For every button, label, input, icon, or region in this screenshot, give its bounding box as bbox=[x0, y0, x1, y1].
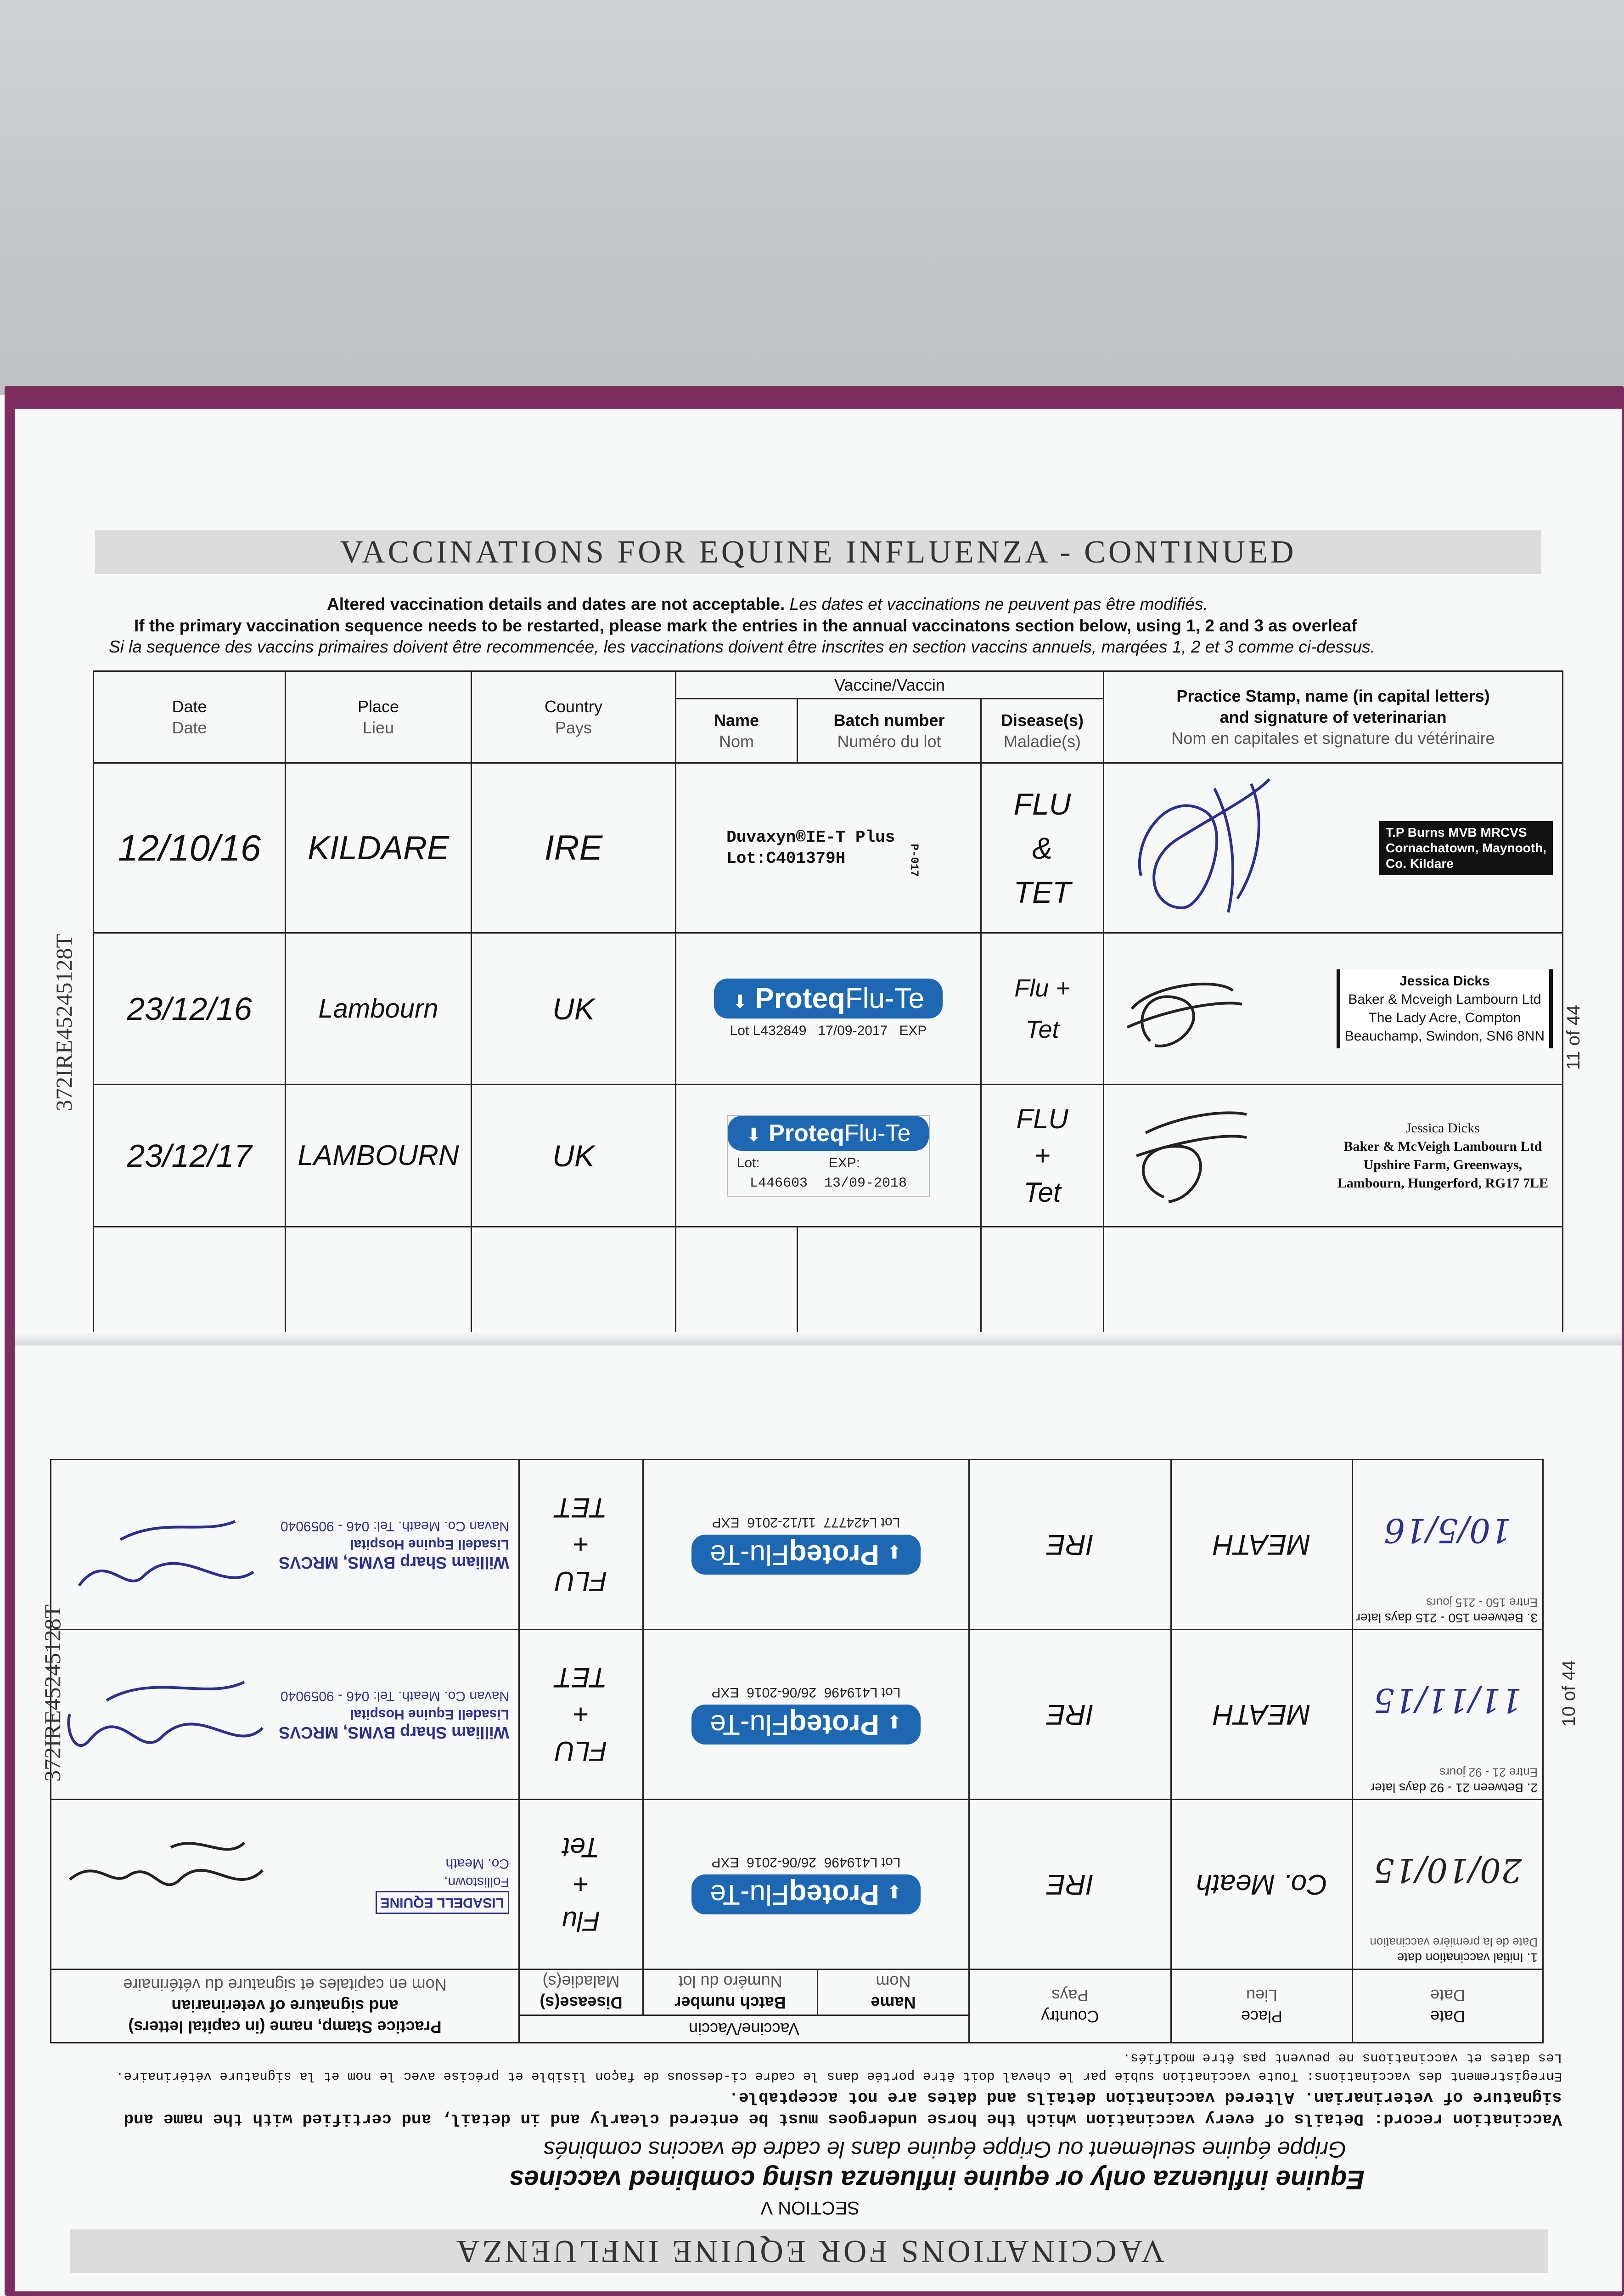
row2-place: Lambourn bbox=[286, 933, 472, 1085]
header-batch: Batch number Numéro du lot bbox=[798, 699, 981, 763]
page-number-10: 10 of 44 bbox=[1559, 1660, 1579, 1727]
header-name: Name Nom bbox=[676, 699, 798, 763]
row1-vaccine-label: ⬇ProteqFlu-Te Lot L419496 26/06-2016 EXP bbox=[643, 1800, 969, 1970]
row1-place: Co. Meath bbox=[1171, 1800, 1353, 1970]
header-date: Date Date bbox=[94, 671, 286, 763]
header-name: Name Nom bbox=[818, 1970, 969, 2015]
header-date: Date Date bbox=[1353, 1970, 1543, 2043]
row2-country: UK bbox=[472, 933, 676, 1085]
row1-date: 1. Initial vaccination date Date de la première vaccination 20/10/15 bbox=[1353, 1800, 1543, 1970]
row2-place: MEATH bbox=[1171, 1630, 1353, 1800]
header-disease: Disease(s) Maladie(s) bbox=[981, 699, 1104, 763]
vet-signature bbox=[1118, 1096, 1265, 1216]
row3-vaccine-label: ⬇ ProteqFlu-Te Lot: EXP: L446603 13/09-2018 bbox=[676, 1085, 981, 1227]
row3-vaccine-label: ⬇ProteqFlu-Te Lot L424777 11/12-2016 EXP bbox=[643, 1460, 969, 1630]
header-practice: Practice Stamp, name (in capital letters) and signature of veterinarian Nom en capitales et signature du vétérinaire bbox=[1104, 671, 1563, 763]
table-row bbox=[94, 933, 1563, 1085]
table-row bbox=[94, 763, 1563, 933]
empty-cell bbox=[798, 1227, 981, 1333]
vet-signature bbox=[61, 1646, 272, 1784]
vet-stamp: LISADELL EQUINE Follistown, Co. Meath bbox=[376, 1855, 509, 1914]
page-title: VACCINATIONS FOR EQUINE INFLUENZA - CONTINUED bbox=[95, 530, 1541, 574]
vaccination-table bbox=[93, 670, 1563, 1333]
row1-disease: Flu + Tet bbox=[519, 1800, 643, 1970]
page-11 bbox=[15, 409, 1622, 1345]
vet-stamp: William Sharp BVMS, MRCVS Lisadell Equine Hospital Navan Co. Meath. Tel: 046 - 9059040 bbox=[279, 1519, 509, 1573]
row3-disease: FLU + TET bbox=[519, 1460, 643, 1630]
row3-date: 3. Between 150 - 215 days later Entre 150 - 215 jours 10/5/16 bbox=[1353, 1460, 1543, 1630]
row2-practice bbox=[51, 1630, 519, 1800]
row1-country: IRE bbox=[472, 763, 676, 933]
row3-country: IRE bbox=[969, 1460, 1171, 1630]
vet-signature bbox=[61, 1476, 272, 1614]
vet-signature bbox=[1113, 958, 1251, 1059]
table-row bbox=[94, 1227, 1563, 1333]
row3-place: MEATH bbox=[1171, 1460, 1353, 1630]
row2-vaccine-label: ⬇ProteqFlu-Te Lot L419496 26/06-2016 EXP bbox=[643, 1630, 969, 1800]
empty-cell bbox=[676, 1227, 798, 1333]
record-line-1: Vaccination record: Details of every vaccination which the horse undergoes must be entered clearly and in detail, and certified with the name and bbox=[124, 2110, 1562, 2128]
record-line-4: Les dates et vaccinations ne peuvent pas être modifiés. bbox=[1122, 2050, 1562, 2065]
row3-practice bbox=[51, 1460, 519, 1630]
row3-disease: FLU + Tet bbox=[981, 1085, 1104, 1227]
empty-cell bbox=[1104, 1227, 1563, 1333]
header-country: Country Pays bbox=[472, 671, 676, 763]
empty-cell bbox=[981, 1227, 1104, 1333]
header-place: Place Lieu bbox=[1171, 1970, 1353, 2043]
row1-place: KILDARE bbox=[286, 763, 472, 933]
table-row bbox=[51, 1460, 1543, 1630]
vet-stamp: Jessica Dicks Baker & Mcveigh Lambourn Ltd The Lady Acre, Compton Beauchamp, Swindon, SN6 8NN bbox=[1337, 969, 1553, 1048]
vet-stamp: William Sharp BVMS, MRCVS Lisadell Equine Hospital Navan Co. Meath. Tel: 046 - 9059040 bbox=[279, 1688, 509, 1743]
vaccination-table bbox=[50, 1459, 1544, 2043]
passport-id-bottom: 372IRE45245128T bbox=[39, 1604, 65, 1782]
vet-signature bbox=[1113, 770, 1306, 926]
vet-signature bbox=[61, 1816, 272, 1953]
table-row bbox=[94, 1085, 1563, 1227]
row3-date: 23/12/17 bbox=[94, 1085, 286, 1227]
row1-practice bbox=[51, 1800, 519, 1970]
row3-place: LAMBOURN bbox=[286, 1085, 472, 1227]
header-place: Place Lieu bbox=[286, 671, 472, 763]
table-row bbox=[51, 1800, 1543, 1970]
section-subtitle: Equine influenza only or equine influenza using combined vaccines bbox=[509, 2165, 1365, 2195]
row2-country: IRE bbox=[969, 1630, 1171, 1800]
vet-stamp: T.P Burns MVB MRCVS Cornachatown, Maynooth, Co. Kildare bbox=[1379, 821, 1553, 875]
row3-country: UK bbox=[472, 1085, 676, 1227]
row1-disease: FLU & TET bbox=[981, 763, 1104, 933]
notice-line-3: Si la sequence des vaccins primaires doivent être recommencée, les vaccinations doivent être inscrites en section vaccins annuels, marqées 1, 2 et 3 comme ci-dessus. bbox=[109, 637, 1375, 656]
scanner-background bbox=[0, 0, 1624, 395]
row2-vaccine-label: ⬇ ProteqFlu-Te Lot L432849 17/09-2017 EXP bbox=[676, 933, 981, 1085]
row1-practice bbox=[1104, 763, 1563, 933]
vet-stamp: Jessica Dicks Baker & McVeigh Lambourn Ltd Upshire Farm, Greenways, Lambourn, Hungerford, RG17 7LE bbox=[1337, 1120, 1548, 1191]
row2-date: 23/12/16 bbox=[94, 933, 286, 1085]
header-batch: Batch number Numéro du lot bbox=[643, 1970, 818, 2015]
section-subtitle-fr: Grippe équine seulement ou Grippe équine dans le cadre de vaccins combinés bbox=[543, 2137, 1346, 2162]
row1-vaccine-label: Duvaxyn®IE-T Plus Lot:C401379H P-017 bbox=[676, 763, 981, 933]
page-10-content bbox=[15, 1345, 1622, 2291]
record-line-2: signature of veterinarian. Altered vaccination details and dates are not acceptable. bbox=[729, 2088, 1562, 2107]
record-line-3: Enregistrement des vaccinations: Toute vaccination subie par le cheval doit être portée dans le cadre ci-dessous de façon lisible et précise avec le nom et la signature vétérinaire. bbox=[116, 2069, 1562, 2084]
notice-line-1: Altered vaccination details and dates are not acceptable. Les dates et vaccinations ne peuvent pas être modifiés. bbox=[327, 595, 1208, 613]
header-vaccine: Vaccine/Vaccin bbox=[519, 2015, 969, 2043]
row2-disease: FLU + TET bbox=[519, 1630, 643, 1800]
page-10 bbox=[15, 1345, 1622, 2291]
table-row bbox=[51, 1630, 1543, 1800]
notice-line-2: If the primary vaccination sequence needs to be restarted, please mark the entries in the annual vaccinatons section below, using 1, 2 and 3 as overleaf bbox=[134, 616, 1357, 635]
header-practice: Practice Stamp, name (in capital letters) and signature of veterinarian Nom en capitales et signature du vétérinaire bbox=[51, 1970, 519, 2043]
header-vaccine: Vaccine/Vaccin bbox=[676, 671, 1104, 699]
empty-cell bbox=[94, 1227, 286, 1333]
row1-date: 12/10/16 bbox=[94, 763, 286, 933]
row2-date: 2. Between 21 - 92 days later Entre 21 - 92 jours 11/11/15 bbox=[1353, 1630, 1543, 1800]
empty-cell bbox=[472, 1227, 676, 1333]
row2-practice bbox=[1104, 933, 1563, 1085]
row1-country: IRE bbox=[969, 1800, 1171, 1970]
page-number-11: 11 of 44 bbox=[1563, 1005, 1584, 1070]
header-country: Country Pays bbox=[969, 1970, 1171, 2043]
passport-id-top: 372IRE45245128T bbox=[51, 934, 77, 1111]
empty-cell bbox=[286, 1227, 472, 1333]
row2-disease: Flu + Tet bbox=[981, 933, 1104, 1085]
row3-practice bbox=[1104, 1085, 1563, 1227]
section-label: SECTION V bbox=[760, 2198, 860, 2218]
header-disease: Disease(s) Maladie(s) bbox=[519, 1970, 643, 2015]
page-title: VACCINATIONS FOR EQUINE INFLUENZA bbox=[70, 2229, 1548, 2273]
